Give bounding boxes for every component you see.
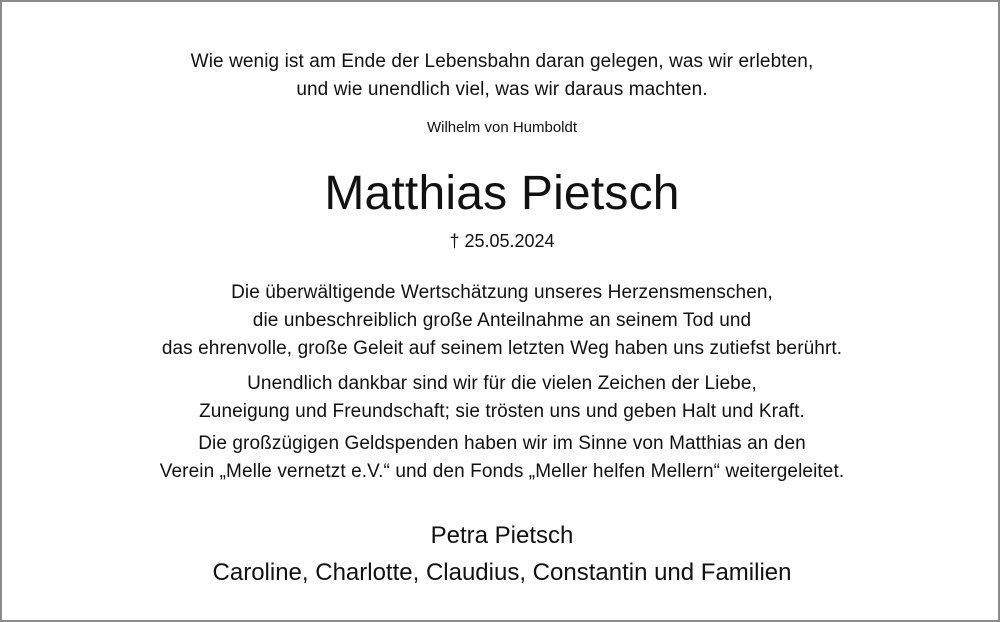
message-p1-line-1: Die überwältigende Wertschätzung unseres Herzensmenschen, <box>231 282 773 303</box>
death-date: † 25.05.2024 <box>449 231 555 251</box>
quote-author: Wilhelm von Humboldt <box>426 119 578 136</box>
deceased-name: Matthias Pietsch <box>324 167 680 220</box>
message-p3-line-2: Verein „Melle vernetzt e.V.“ und den Fonds „Meller helfen Mellern“ weitergeleitet. <box>159 461 845 482</box>
quote-line-1: Wie wenig ist am Ende der Lebensbahn daran gelegen, was wir erlebten, <box>190 51 814 72</box>
message-p2-line-1: Unendlich dankbar sind wir für die vielen Zeichen der Liebe, <box>247 373 757 394</box>
message-p3-line-1: Die großzügigen Geldspenden haben wir im Sinne von Matthias an den <box>198 433 806 454</box>
message-p1-line-2: die unbeschreiblich große Anteilnahme an seinem Tod und <box>252 310 752 331</box>
message-p2-line-2: Zuneigung und Freundschaft; sie trösten uns und geben Halt und Kraft. <box>199 401 805 422</box>
quote-line-2: und wie unendlich viel, was wir daraus machten. <box>296 79 708 100</box>
message-p1-line-3: das ehrenvolle, große Geleit auf seinem letzten Weg haben uns zutiefst berührt. <box>161 338 843 359</box>
mourner-family: Caroline, Charlotte, Claudius, Constantin und Familien <box>212 559 792 586</box>
mourner-primary: Petra Pietsch <box>430 522 574 549</box>
